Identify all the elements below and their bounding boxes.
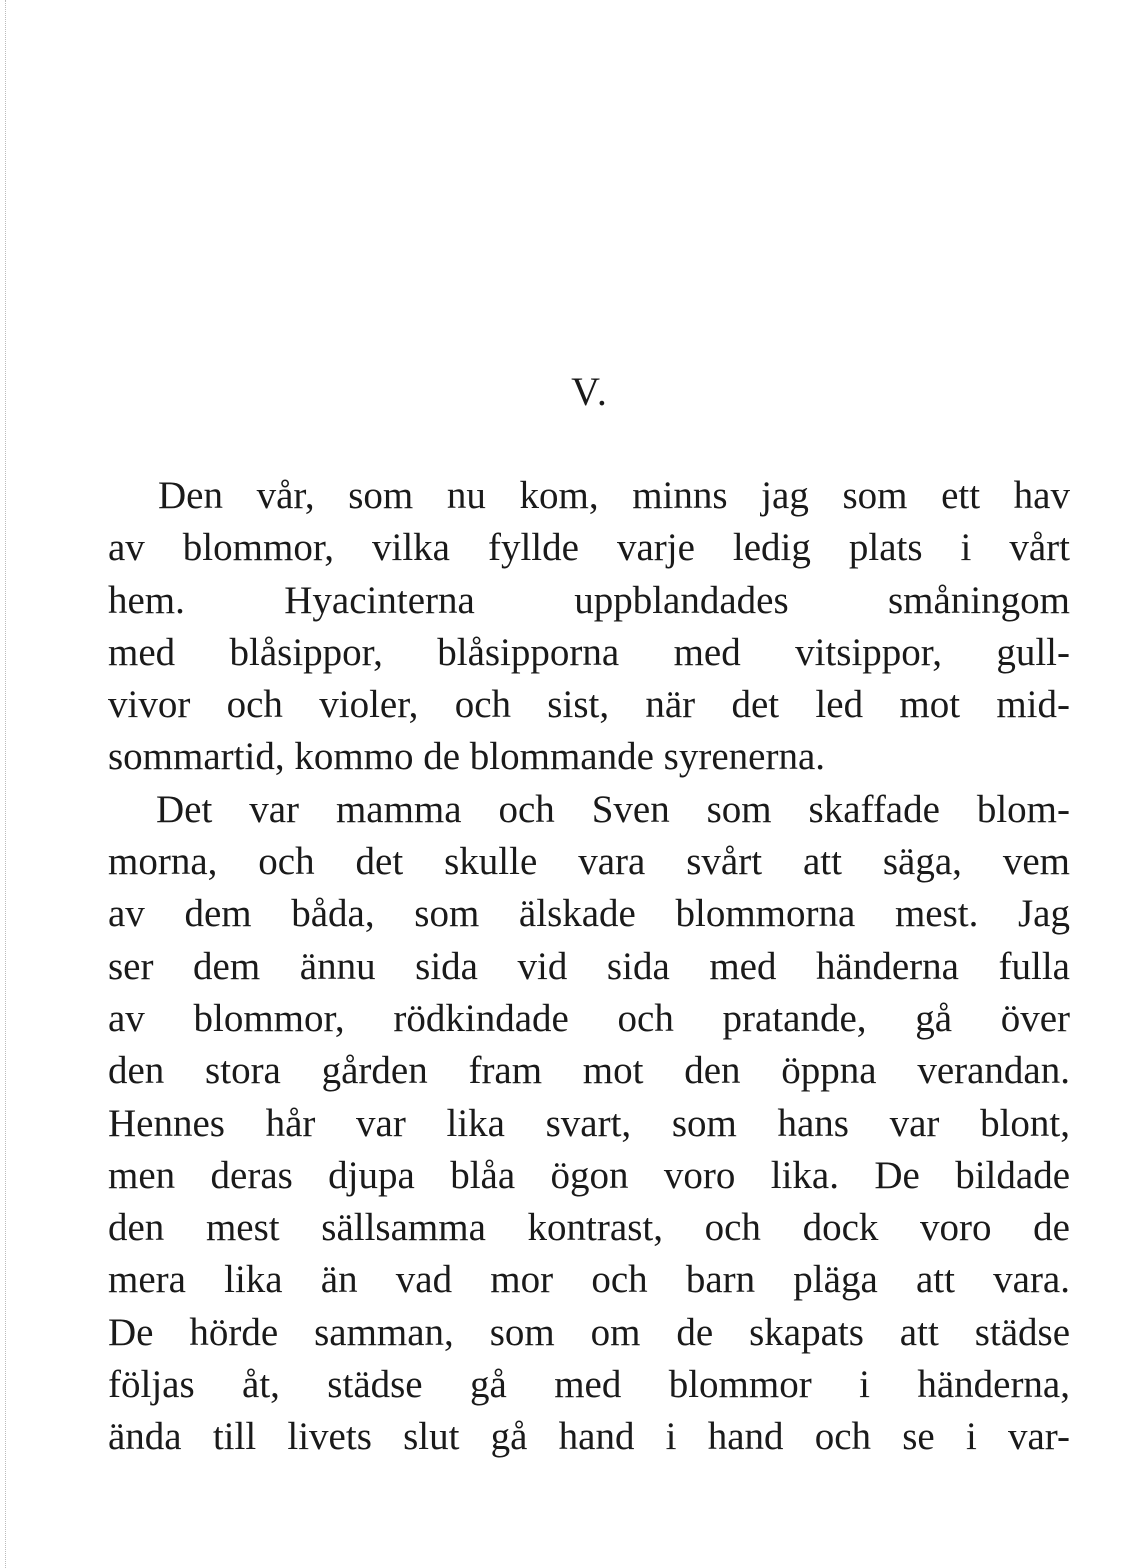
- text-line: den mest sällsamma kontrast, och dock voro de: [108, 1206, 1070, 1250]
- text-line: sommartid, kommo de blommande syrenerna.: [108, 735, 826, 779]
- text-line: men deras djupa blåa ögon voro lika. De bildade: [108, 1153, 1070, 1197]
- text-line: Det var mamma och Sven som skaffade blom-: [156, 787, 1070, 831]
- text-line: med blåsippor, blåsipporna med vitsippor, gull-: [108, 630, 1070, 674]
- page-edge-dotted-line: [5, 0, 6, 1568]
- text-line: vivor och violer, och sist, när det led mot mid-: [108, 683, 1070, 727]
- text-line: följas åt, städse gå med blommor i händerna,: [108, 1363, 1070, 1407]
- text-line: Den vår, som nu kom, minns jag som ett hav: [158, 474, 1070, 517]
- text-line: av blommor, vilka fyllde varje ledig plats i vårt: [108, 526, 1070, 570]
- paragraph-2: [108, 784, 1070, 1464]
- text-line: av blommor, rödkindade och pratande, gå över: [108, 996, 1070, 1040]
- text-line: morna, och det skulle vara svårt att säga, vem: [108, 840, 1070, 884]
- text-line: ända till livets slut gå hand i hand och se i var-: [108, 1415, 1070, 1459]
- text-line: ser dem ännu sida vid sida med händerna fulla: [108, 944, 1070, 988]
- text-line: den stora gården fram mot den öppna verandan.: [108, 1049, 1070, 1093]
- text-line: av dem båda, som älskade blommorna mest. Jag: [108, 892, 1070, 936]
- text-line: hem. Hyacinterna uppblandades småningom: [108, 578, 1070, 622]
- text-line: Hennes hår var lika svart, som hans var blont,: [108, 1101, 1070, 1145]
- body-text: [108, 470, 1070, 1464]
- chapter-heading: V.: [571, 369, 609, 414]
- text-line: mera lika än vad mor och barn pläga att vara.: [108, 1258, 1070, 1302]
- text-line: De hörde samman, som om de skapats att städse: [108, 1310, 1070, 1354]
- paragraph-1: [108, 470, 1070, 784]
